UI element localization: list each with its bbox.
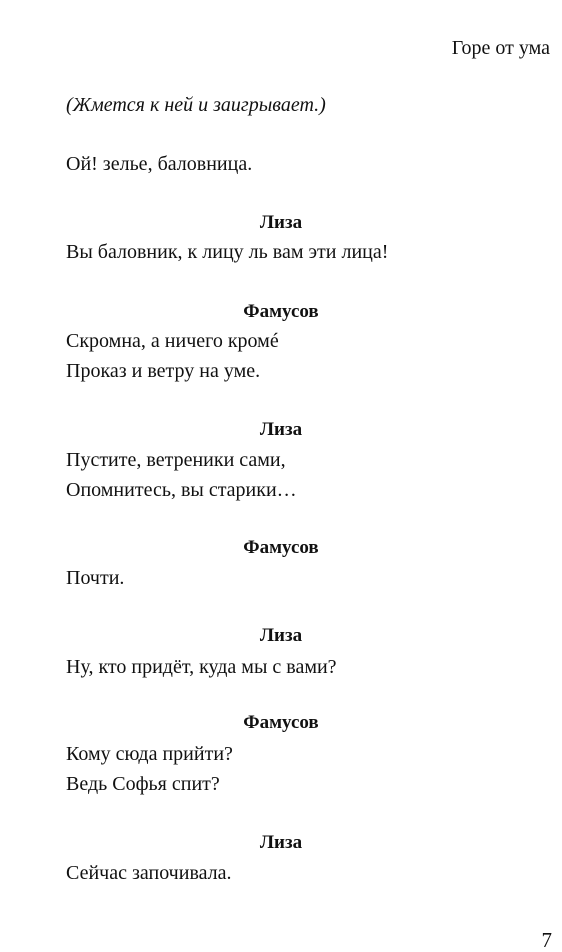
speaker-name: Фамусов [243, 301, 319, 322]
speaker-name: Лиза [259, 625, 303, 646]
verse-line: Ой! зелье, баловница. [66, 153, 253, 175]
verse-line: Скромна, а ничего кромé [66, 330, 279, 352]
verse-line: Проказ и ветру на уме. [66, 360, 261, 382]
verse-line: Вы баловник, к лицу ль вам эти лица! [66, 241, 389, 263]
stage-direction: (Жмется к ней и заигрывает.) [66, 94, 326, 116]
running-head: Горе от ума [451, 37, 550, 59]
verse-line: Почти. [66, 567, 125, 589]
verse-line: Пустите, ветреники сами, [66, 449, 286, 471]
speaker-name: Лиза [259, 832, 303, 853]
verse-line: Ну, кто придёт, куда мы с вами? [66, 656, 337, 678]
verse-line: Опомнитесь, вы старики… [66, 479, 297, 501]
speaker-name: Лиза [259, 212, 303, 233]
verse-line: Ведь Софья спит? [66, 773, 220, 795]
speaker-name: Лиза [259, 419, 303, 440]
verse-line: Сейчас започивала. [66, 862, 232, 884]
page-number: 7 [541, 928, 552, 952]
verse-line: Кому сюда прийти? [66, 743, 233, 765]
speaker-name: Фамусов [243, 537, 319, 558]
speaker-name: Фамусов [243, 712, 319, 733]
